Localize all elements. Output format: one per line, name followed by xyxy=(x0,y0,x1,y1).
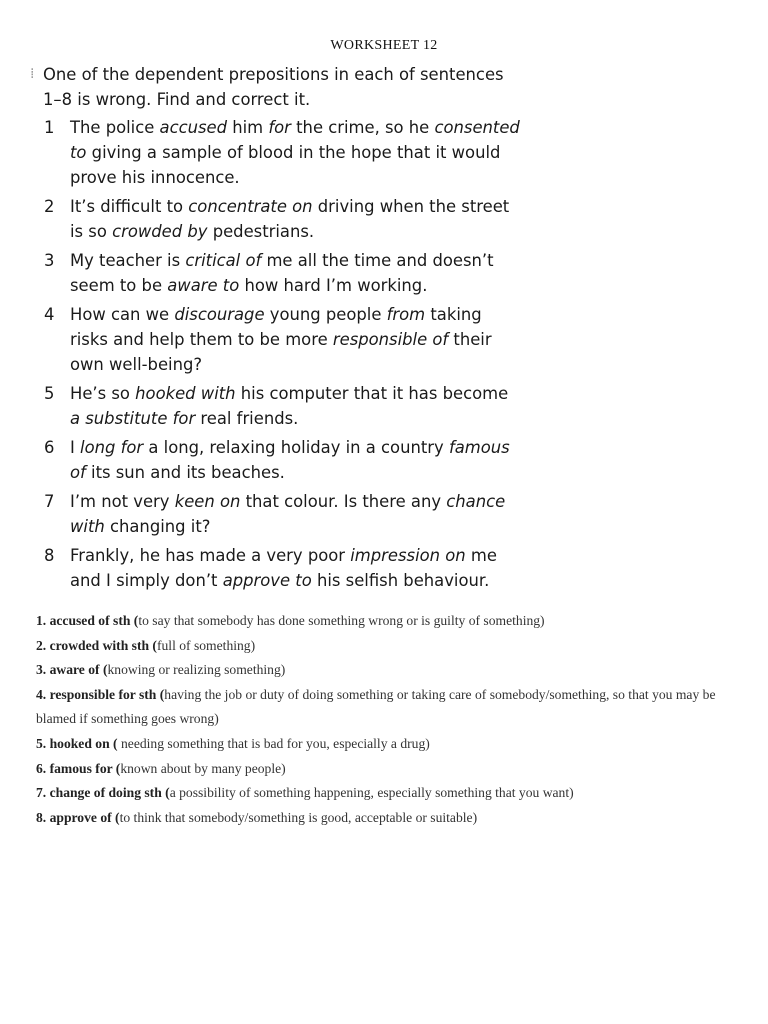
sentence-fragment: a long, relaxing holiday in a country xyxy=(143,438,449,457)
preposition-phrase: famous xyxy=(448,438,510,457)
question-item xyxy=(30,381,526,431)
answer-phrase: 3. aware of ( xyxy=(36,662,108,678)
question-text xyxy=(70,435,526,485)
preposition-phrase: from xyxy=(386,305,426,324)
sentence-fragment: taking risks and help them to be more xyxy=(70,305,482,349)
answer-item xyxy=(36,634,748,659)
sentence-fragment: How can we xyxy=(70,305,175,324)
question-item xyxy=(30,248,526,298)
preposition-phrase: responsible of xyxy=(332,330,449,349)
answer-phrase: 1. accused of sth ( xyxy=(36,613,139,628)
sentence-fragment: the crime, so he xyxy=(290,118,435,137)
answer-phrase: 2. crowded with sth ( xyxy=(36,637,157,653)
sentence-fragment: The police xyxy=(70,118,160,137)
preposition-phrase: approve to xyxy=(222,571,312,590)
preposition-phrase: critical of xyxy=(185,251,262,270)
question-list xyxy=(30,115,526,593)
question-number: 4 xyxy=(44,305,55,324)
sentence-fragment: that colour. Is there any xyxy=(240,492,447,511)
answer-item xyxy=(36,683,748,732)
sentence-fragment: their own well-being? xyxy=(70,330,492,374)
answer-definition: to think that somebody/something is good, acceptable or suitable) xyxy=(119,809,478,825)
exercise-instructions xyxy=(30,62,526,112)
sentence-fragment: driving when the street is so xyxy=(70,197,510,241)
instructions-text: One of the dependent prepositions in each of sentences 1–8 is wrong. Find and correct it. xyxy=(43,65,504,109)
sentence-fragment: him xyxy=(227,118,269,137)
sentence-fragment: Frankly, he has made a very poor xyxy=(70,546,351,565)
question-number: 3 xyxy=(44,251,55,270)
answer-item xyxy=(36,658,748,683)
question-text xyxy=(70,489,526,539)
sentence-fragment: his computer that it has become xyxy=(240,384,509,403)
sentence-fragment: me all the time and doesn’t seem to be xyxy=(70,251,494,295)
preposition-phrase: chance xyxy=(446,492,506,511)
sentence-fragment: changing it? xyxy=(104,517,211,536)
question-item xyxy=(30,435,526,485)
preposition-phrase: accused xyxy=(159,118,228,137)
answer-item xyxy=(36,781,748,806)
answer-definition: full of something) xyxy=(156,637,256,653)
preposition-phrase: crowded by xyxy=(112,222,208,241)
preposition-phrase: hooked with xyxy=(135,384,236,403)
preposition-phrase: impression on xyxy=(350,546,466,565)
answer-phrase: 7. change of doing sth ( xyxy=(36,785,170,801)
worksheet-title: WORKSHEET 12 xyxy=(330,38,438,53)
preposition-phrase: concentrate on xyxy=(188,197,313,216)
sentence-fragment: me and I simply don’t xyxy=(70,546,497,590)
preposition-phrase: consented xyxy=(434,118,520,137)
question-item xyxy=(30,543,526,593)
sentence-fragment: real friends. xyxy=(195,409,299,428)
preposition-phrase: aware to xyxy=(167,276,240,295)
sentence-fragment: He’s so xyxy=(70,384,136,403)
answer-phrase: 4. responsible for sth ( xyxy=(36,686,165,702)
sentence-fragment: giving a sample of blood in the hope that it would prove his innocence. xyxy=(70,143,501,187)
answer-definition: known about by many people) xyxy=(120,760,286,776)
question-item xyxy=(30,302,526,377)
answer-definition: to say that somebody has done something wrong or is guilty of something) xyxy=(138,613,545,628)
answer-definition: a possibility of something happening, especially something that you want) xyxy=(169,785,574,801)
sentence-fragment: how hard I’m working. xyxy=(239,276,428,295)
answer-definition: knowing or realizing something) xyxy=(107,662,286,678)
question-text xyxy=(70,194,526,244)
answer-item xyxy=(36,757,748,782)
question-item xyxy=(30,489,526,539)
preposition-phrase: discourage xyxy=(174,305,265,324)
preposition-phrase: of xyxy=(70,463,86,482)
sentence-fragment: I xyxy=(70,438,81,457)
question-text xyxy=(70,248,526,298)
answer-key xyxy=(36,609,748,830)
exercise-scan xyxy=(30,62,526,597)
preposition-phrase: long for xyxy=(80,438,144,457)
answer-item xyxy=(36,609,748,634)
question-text xyxy=(70,115,526,190)
answer-definition: needing something that is bad for you, especially a drug) xyxy=(120,735,430,751)
answer-item xyxy=(36,806,748,831)
preposition-phrase: a substitute for xyxy=(70,409,196,428)
question-number: 6 xyxy=(44,438,55,457)
answer-phrase: 5. hooked on ( xyxy=(36,735,121,751)
question-text xyxy=(70,302,526,377)
answer-phrase: 8. approve of ( xyxy=(36,809,120,825)
sentence-fragment: its sun and its beaches. xyxy=(85,463,285,482)
sentence-fragment: It’s difficult to xyxy=(70,197,189,216)
question-text xyxy=(70,381,526,431)
question-item xyxy=(30,115,526,190)
sentence-fragment: young people xyxy=(264,305,387,324)
question-number: 2 xyxy=(44,197,55,216)
preposition-phrase: for xyxy=(268,118,291,137)
preposition-phrase: keen on xyxy=(174,492,241,511)
bullet-mark: ⁞ xyxy=(30,66,35,82)
sentence-fragment: I’m not very xyxy=(70,492,175,511)
question-number: 5 xyxy=(44,384,55,403)
question-item xyxy=(30,194,526,244)
preposition-phrase: with xyxy=(70,517,105,536)
answer-phrase: 6. famous for ( xyxy=(36,760,121,776)
question-number: 1 xyxy=(44,118,55,137)
sentence-fragment: My teacher is xyxy=(70,251,186,270)
sentence-fragment: pedestrians. xyxy=(207,222,315,241)
preposition-phrase: to xyxy=(70,143,87,162)
question-number: 8 xyxy=(44,546,55,565)
question-text xyxy=(70,543,526,593)
question-number: 7 xyxy=(44,492,55,511)
answer-definition: having the job or duty of doing something or taking care of somebody/something, so that you may be blamed if something goes wrong) xyxy=(36,686,716,727)
sentence-fragment: his selfish behaviour. xyxy=(311,571,490,590)
answer-item xyxy=(36,732,748,757)
